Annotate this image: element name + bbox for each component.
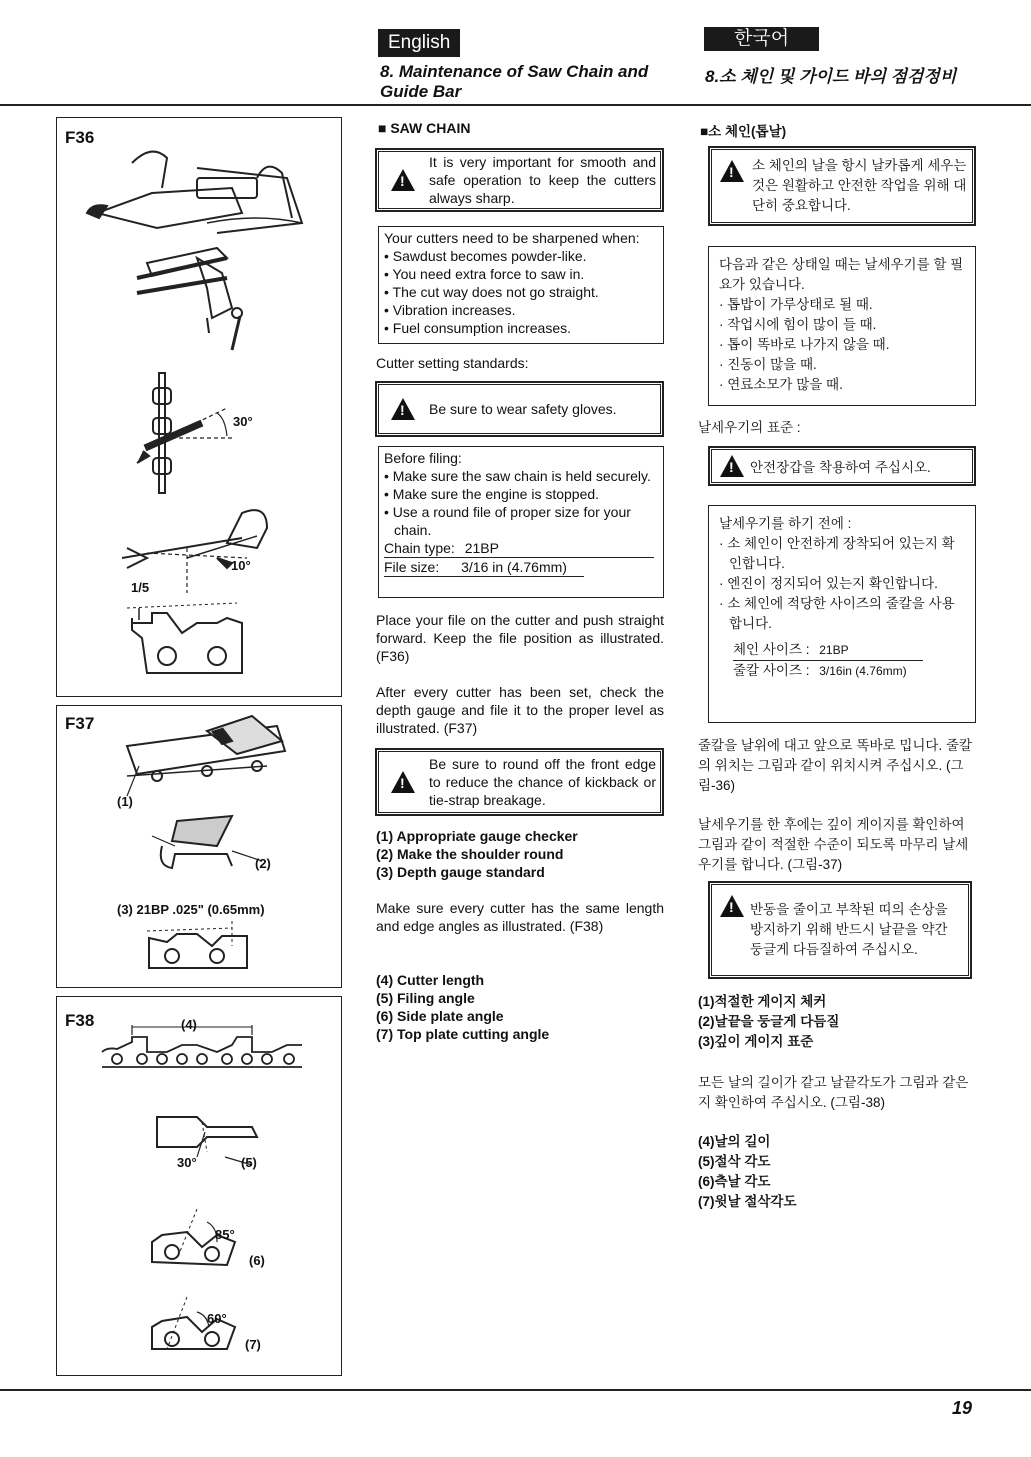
chain-type-value: 21BP (464, 540, 499, 556)
paragraph-file-position: Place your file on the cutter and push straight forward. Keep the file position as illustrated. (F36) (376, 612, 664, 664)
page-number: 19 (952, 1398, 973, 1418)
list-item: (6) Side plate angle (376, 1008, 504, 1024)
chain-type-row (384, 539, 654, 558)
list-item: · 소 체인에 적당한 사이즈의 줄칼을 사용합니다. (719, 594, 965, 634)
list-item: · 진동이 많을 때. (719, 355, 965, 375)
before-filing-intro: 날세우기를 하기 전에 : (719, 516, 852, 531)
file-size-value: 3/16in (4.76mm) (819, 664, 907, 678)
before-filing-list (719, 534, 965, 634)
warning-text: Be sure to wear safety gloves. (429, 401, 617, 417)
chain-type-label: 체인 사이즈 : (733, 642, 810, 657)
warning-text: It is very important for smooth and safe operation to keep the cutters always sharp. (429, 154, 656, 206)
list-item: (2) Make the shoulder round (376, 846, 564, 862)
footer-rule (0, 1389, 1031, 1391)
paragraph-depth-gauge-ko: 날세우기를 한 후에는 깊이 게이지를 확인하여 그림과 같이 적절한 수준이 되도록 마무리 날세우기를 합니다. (그림-37) (698, 817, 969, 872)
list-item: • Fuel consumption increases. (384, 319, 658, 337)
list-item: (7) Top plate cutting angle (376, 1026, 550, 1042)
sharpen-list (384, 247, 658, 337)
list-item: (1) Appropriate gauge checker (376, 828, 578, 844)
callout-4: (4) (181, 1017, 197, 1032)
figure-label: F37 (65, 714, 95, 733)
list-item: (3) Depth gauge standard (376, 864, 545, 880)
list-item: (1)적절한 게이지 체커 (698, 994, 827, 1009)
angle-label-60: 60° (207, 1311, 227, 1326)
warning-icon (391, 169, 415, 191)
list-item: (2)날끝을 둥글게 다듬질 (698, 1014, 840, 1029)
paragraph-depth-gauge: After every cutter has been set, check the depth gauge and file it to the proper level as illustrated. (F37) (376, 684, 664, 736)
paragraph-file-position-ko: 줄칼을 날위에 대고 앞으로 똑바로 밉니다. 줄칼의 위치는 그림과 같이 위치시켜 주십시오. (그림-36) (698, 738, 973, 793)
callout-6: (6) (249, 1253, 265, 1268)
before-filing-box-ko (708, 505, 976, 723)
list-item: · 엔진이 정지되어 있는지 확인합니다. (719, 574, 965, 594)
header-rule (0, 104, 1031, 106)
figure-label: F36 (65, 128, 95, 147)
f38-illustration (57, 997, 343, 1377)
section-heading-saw-chain: ■ SAW CHAIN (378, 120, 471, 136)
callout-5: (5) (241, 1155, 257, 1170)
sharpen-when-box (378, 226, 664, 344)
file-size-row (384, 558, 584, 577)
before-filing-list (384, 467, 658, 539)
warning-icon (391, 771, 415, 793)
warning-icon (720, 160, 744, 182)
callout-3: (3) 21BP .025" (0.65mm) (117, 902, 265, 917)
file-size-label: 줄칼 사이즈 : (733, 663, 810, 678)
list-item: (6)측날 각도 (698, 1174, 771, 1189)
callout-list-f37 (376, 827, 664, 881)
section-title-korean: 8.소 체인 및 가이드 바의 점검정비 (705, 67, 957, 86)
angle-label-30: 30° (233, 414, 253, 429)
chain-type-label: Chain type: (384, 540, 455, 556)
list-item: · 연료소모가 많을 때. (719, 375, 965, 395)
list-item: · 톱이 똑바로 나가지 않을 때. (719, 335, 965, 355)
angle-label-10: 10° (231, 558, 251, 573)
warning-box-round-off (375, 748, 664, 816)
list-item: · 작업시에 힘이 많이 들 때. (719, 315, 965, 335)
before-filing-intro: Before filing: (384, 450, 462, 466)
section-title-english: 8. Maintenance of Saw Chain and Guide Bar (380, 62, 649, 101)
language-tag-korean: 한국어 (704, 27, 819, 51)
angle-label-30: 30° (177, 1155, 197, 1170)
warning-icon (391, 398, 415, 420)
file-size-row (733, 661, 965, 681)
callout-1: (1) (117, 794, 133, 809)
sharpen-when-box-ko (708, 246, 976, 406)
f36-illustration (57, 118, 343, 698)
list-item: (5) Filing angle (376, 990, 475, 1006)
list-item: (5)절삭 각도 (698, 1154, 771, 1169)
file-size-value: 3/16 in (4.76mm) (461, 559, 567, 575)
figure-f38 (56, 996, 342, 1376)
chain-type-row (733, 640, 923, 661)
list-item: • Make sure the engine is stopped. (384, 485, 658, 503)
list-item: • Use a round file of proper size for your chain. (384, 503, 658, 539)
callout-list-f37-ko (698, 992, 980, 1052)
section-heading-saw-chain-ko: ■소 체인(톱날) (700, 124, 787, 139)
callout-2: (2) (255, 856, 271, 871)
before-filing-box (378, 446, 664, 598)
warning-text: 반동을 줄이고 부착된 띠의 손상을 방지하기 위해 반드시 날끝을 약간 둥글게 다듬질하여 주십시오. (750, 902, 948, 957)
angle-label-85: 85° (215, 1227, 235, 1242)
list-item: (4) Cutter length (376, 972, 485, 988)
paragraph-cutter-length: Make sure every cutter has the same length and edge angles as illustrated. (F38) (376, 900, 664, 934)
list-item: (3)깊이 게이지 표준 (698, 1034, 814, 1049)
warning-box-sharp-ko (708, 146, 976, 226)
callout-list-f38 (376, 971, 664, 1043)
warning-text: 소 체인의 날을 항시 날카롭게 세우는 것은 원활하고 안전한 작업을 위해 대단히 중요합니다. (752, 158, 967, 213)
warning-box-sharp (375, 148, 664, 212)
warning-box-gloves (375, 381, 664, 437)
list-item: • The cut way does not go straight. (384, 283, 658, 301)
cutter-standards-label: Cutter setting standards: (376, 355, 529, 371)
list-item: • Vibration increases. (384, 301, 658, 319)
list-item: (7)윗날 절삭각도 (698, 1194, 797, 1209)
sharpen-intro: Your cutters need to be sharpened when: (384, 230, 640, 246)
warning-icon (720, 455, 744, 477)
callout-7: (7) (245, 1337, 261, 1352)
warning-icon (720, 895, 744, 917)
callout-list-f38-ko (698, 1132, 980, 1212)
warning-text: Be sure to round off the front edge to reduce the chance of kickback or tie-strap breakage. (429, 756, 656, 808)
paragraph-cutter-length-ko: 모든 날의 길이가 같고 날끝각도가 그림과 같은지 확인하여 주십시오. (그림-38) (698, 1075, 969, 1110)
cutter-standards-label-ko: 날세우기의 표준 : (698, 420, 801, 435)
chain-type-value: 21BP (819, 643, 849, 657)
list-item: • Sawdust becomes powder-like. (384, 247, 658, 265)
file-size-label: File size: (384, 559, 440, 575)
list-item: · 톱밥이 가루상태로 될 때. (719, 295, 965, 315)
warning-box-round-off-ko (708, 881, 972, 979)
sharpen-intro: 다음과 같은 상태일 때는 날세우기를 할 필요가 있습니다. (719, 257, 964, 292)
warning-text: 안전장갑을 착용하여 주십시오. (750, 460, 931, 475)
f37-illustration (57, 706, 343, 989)
list-item: · 소 체인이 안전하게 장착되어 있는지 확인합니다. (719, 534, 965, 574)
warning-box-gloves-ko (708, 446, 976, 486)
list-item: (4)날의 길이 (698, 1134, 771, 1149)
figure-f36 (56, 117, 342, 697)
ratio-label: 1/5 (131, 580, 150, 595)
figure-f37 (56, 705, 342, 988)
language-tag-english: English (378, 29, 460, 57)
figure-label: F38 (65, 1011, 95, 1030)
sharpen-list (719, 295, 965, 395)
list-item: • You need extra force to saw in. (384, 265, 658, 283)
list-item: • Make sure the saw chain is held securely. (384, 467, 658, 485)
